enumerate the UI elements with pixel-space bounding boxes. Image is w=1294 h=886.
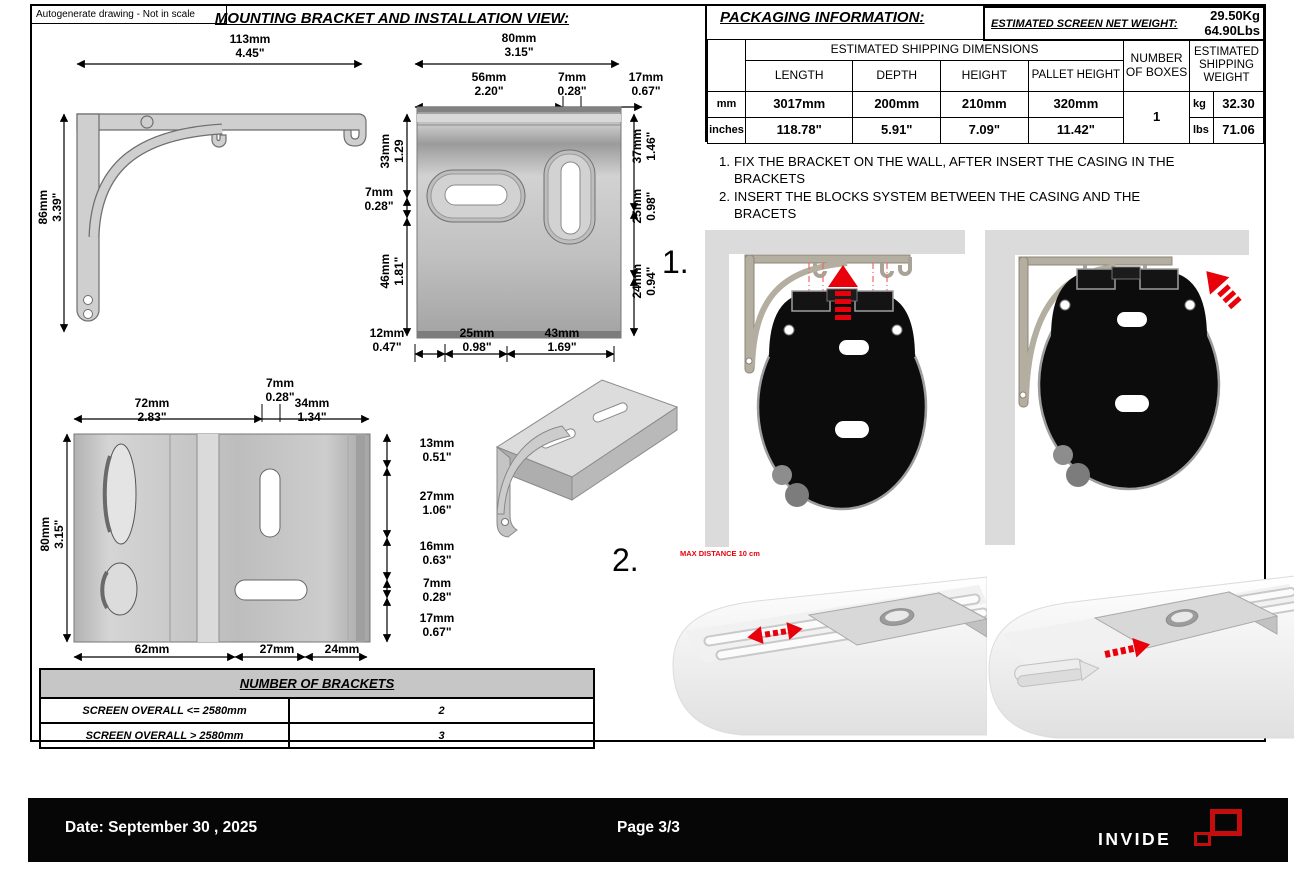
brackets-row1-value: 2 bbox=[289, 698, 594, 723]
row-label-mm: mm bbox=[708, 92, 746, 118]
dim-front-top-7: 7mm 0.28" bbox=[557, 70, 587, 99]
installation-instructions bbox=[710, 153, 1210, 223]
shipping-table-corner bbox=[708, 40, 746, 92]
dim-plate-right-17: 17mm 0.67" bbox=[419, 611, 455, 640]
brackets-count-table bbox=[39, 668, 595, 749]
step2-block-illustration bbox=[977, 552, 1294, 744]
instruction-2-number: 2. bbox=[719, 188, 730, 204]
kg-label: kg bbox=[1190, 92, 1214, 118]
brackets-table-title: NUMBER OF BRACKETS bbox=[40, 669, 594, 698]
max-distance-note: MAX DISTANCE 10 cm bbox=[680, 549, 760, 558]
autogenerate-note: Autogenerate drawing - Not in scale bbox=[32, 6, 227, 24]
dim-plate-right-27: 27mm 1.06" bbox=[419, 489, 455, 518]
brackets-row1-label: SCREEN OVERALL <= 2580mm bbox=[40, 698, 289, 723]
dim-front-right-37: 37mm 1.46" bbox=[629, 128, 658, 164]
logo-big-square-icon bbox=[1210, 809, 1242, 836]
dim-front-bottom-43: 43mm 1.69" bbox=[544, 326, 580, 355]
step1-insert-illustration bbox=[697, 227, 987, 551]
lbs-value: 71.06 bbox=[1213, 118, 1263, 144]
dim-plate-top-34: 34mm 1.34" bbox=[294, 396, 330, 425]
dim-plate-right-7: 7mm 0.28" bbox=[422, 576, 452, 605]
step-2-label: 2. bbox=[612, 542, 639, 578]
logo-text: INVIDE bbox=[1098, 829, 1172, 849]
dim-front-top-56: 56mm 2.20" bbox=[471, 70, 507, 99]
bracket-front-view-drawing bbox=[414, 100, 624, 344]
net-weight-label: ESTIMATED SCREEN NET WEIGHT: bbox=[991, 17, 1178, 30]
dim-plate-right-13: 13mm 0.51" bbox=[419, 436, 455, 465]
boxes-col-header: NUMBER OF BOXES bbox=[1124, 40, 1190, 92]
dim-front-right-24: 24mm 0.94" bbox=[629, 263, 658, 299]
diagonal-arrow-icon bbox=[1197, 262, 1246, 313]
table-row bbox=[40, 698, 594, 723]
table-row bbox=[40, 723, 594, 748]
bracket-back-view-drawing bbox=[72, 426, 382, 651]
boxes-value: 1 bbox=[1124, 92, 1190, 144]
dim-plate-bottom-24: 24mm bbox=[324, 642, 360, 656]
step-1-label: 1. bbox=[662, 244, 689, 280]
row-label-inches: inches bbox=[708, 118, 746, 144]
bracket-isometric-drawing bbox=[442, 372, 682, 552]
dim-front-bottom-25: 25mm 0.98" bbox=[459, 326, 495, 355]
dim-front-left-33: 33mm 1.29 bbox=[377, 133, 406, 169]
dim-front-bottom-12: 12mm 0.47" bbox=[369, 326, 405, 355]
lbs-label: lbs bbox=[1190, 118, 1214, 144]
col-pallet-height: PALLET HEIGHT bbox=[1028, 61, 1124, 92]
kg-value: 32.30 bbox=[1213, 92, 1263, 118]
instruction-2 bbox=[710, 188, 1210, 223]
length-in: 118.78" bbox=[745, 118, 852, 144]
dim-plate-right-16: 16mm 0.63" bbox=[419, 539, 455, 568]
shipping-dims-header: ESTIMATED SHIPPING DIMENSIONS bbox=[745, 40, 1123, 61]
drawing-area bbox=[30, 4, 1266, 742]
weight-col-header: ESTIMATED SHIPPING WEIGHT bbox=[1190, 40, 1264, 92]
step1-installed-illustration bbox=[985, 227, 1267, 551]
dim-front-left-7: 7mm 0.28" bbox=[364, 185, 394, 214]
footer-page-number: Page 3/3 bbox=[617, 819, 680, 836]
dim-front-left-46: 46mm 1.81" bbox=[377, 253, 406, 289]
pallet-mm: 320mm bbox=[1028, 92, 1124, 118]
net-weight-box bbox=[983, 6, 1265, 41]
net-weight-values bbox=[1190, 9, 1263, 39]
dim-plate-left-80: 80mm 3.15" bbox=[37, 516, 66, 552]
instruction-1-text: FIX THE BRACKET ON THE WALL, AFTER INSERT THE CASING IN THE BRACKETS bbox=[734, 154, 1175, 187]
invideo-logo bbox=[1098, 798, 1288, 862]
net-weight-lbs: 64.90Lbs bbox=[1204, 22, 1260, 38]
depth-mm: 200mm bbox=[853, 92, 941, 118]
brackets-row2-label: SCREEN OVERALL > 2580mm bbox=[40, 723, 289, 748]
bracket-side-profile-drawing bbox=[42, 102, 382, 342]
instruction-2-text: INSERT THE BLOCKS SYSTEM BETWEEN THE CASING AND THE BRACETS bbox=[734, 188, 1141, 222]
net-weight-kg: 29.50Kg bbox=[1210, 7, 1260, 23]
height-mm: 210mm bbox=[941, 92, 1029, 118]
depth-in: 5.91" bbox=[853, 118, 941, 144]
packaging-title: PACKAGING INFORMATION: bbox=[720, 9, 925, 26]
step2-slide-illustration bbox=[657, 557, 987, 741]
footer-date: Date: September 30 , 2025 bbox=[65, 819, 258, 836]
footer-bar bbox=[28, 798, 1288, 862]
instruction-1 bbox=[710, 153, 1210, 188]
dim-side-height: 86mm 3.39" bbox=[35, 189, 64, 225]
col-height: HEIGHT bbox=[941, 61, 1029, 92]
instruction-1-number: 1. bbox=[719, 154, 730, 169]
height-in: 7.09" bbox=[941, 118, 1029, 144]
dim-plate-top-72: 72mm 2.83" bbox=[134, 396, 170, 425]
dim-front-right-25: 25mm 0.98" bbox=[629, 188, 658, 224]
col-depth: DEPTH bbox=[853, 61, 941, 92]
dim-side-width: 113mm 4.45" bbox=[229, 32, 271, 61]
dim-plate-bottom-27: 27mm bbox=[259, 642, 295, 656]
dim-plate-top-7: 7mm 0.28" bbox=[265, 376, 295, 405]
logo-small-square-icon bbox=[1194, 832, 1211, 846]
dim-plate-bottom-62: 62mm bbox=[134, 642, 170, 656]
shipping-table bbox=[707, 39, 1264, 144]
length-mm: 3017mm bbox=[745, 92, 852, 118]
page-title: MOUNTING BRACKET AND INSTALLATION VIEW: bbox=[214, 10, 570, 27]
pallet-in: 11.42" bbox=[1028, 118, 1124, 144]
col-length: LENGTH bbox=[745, 61, 852, 92]
dim-front-top-17: 17mm 0.67" bbox=[628, 70, 664, 99]
dim-front-top-80: 80mm 3.15" bbox=[501, 31, 537, 60]
brackets-row2-value: 3 bbox=[289, 723, 594, 748]
